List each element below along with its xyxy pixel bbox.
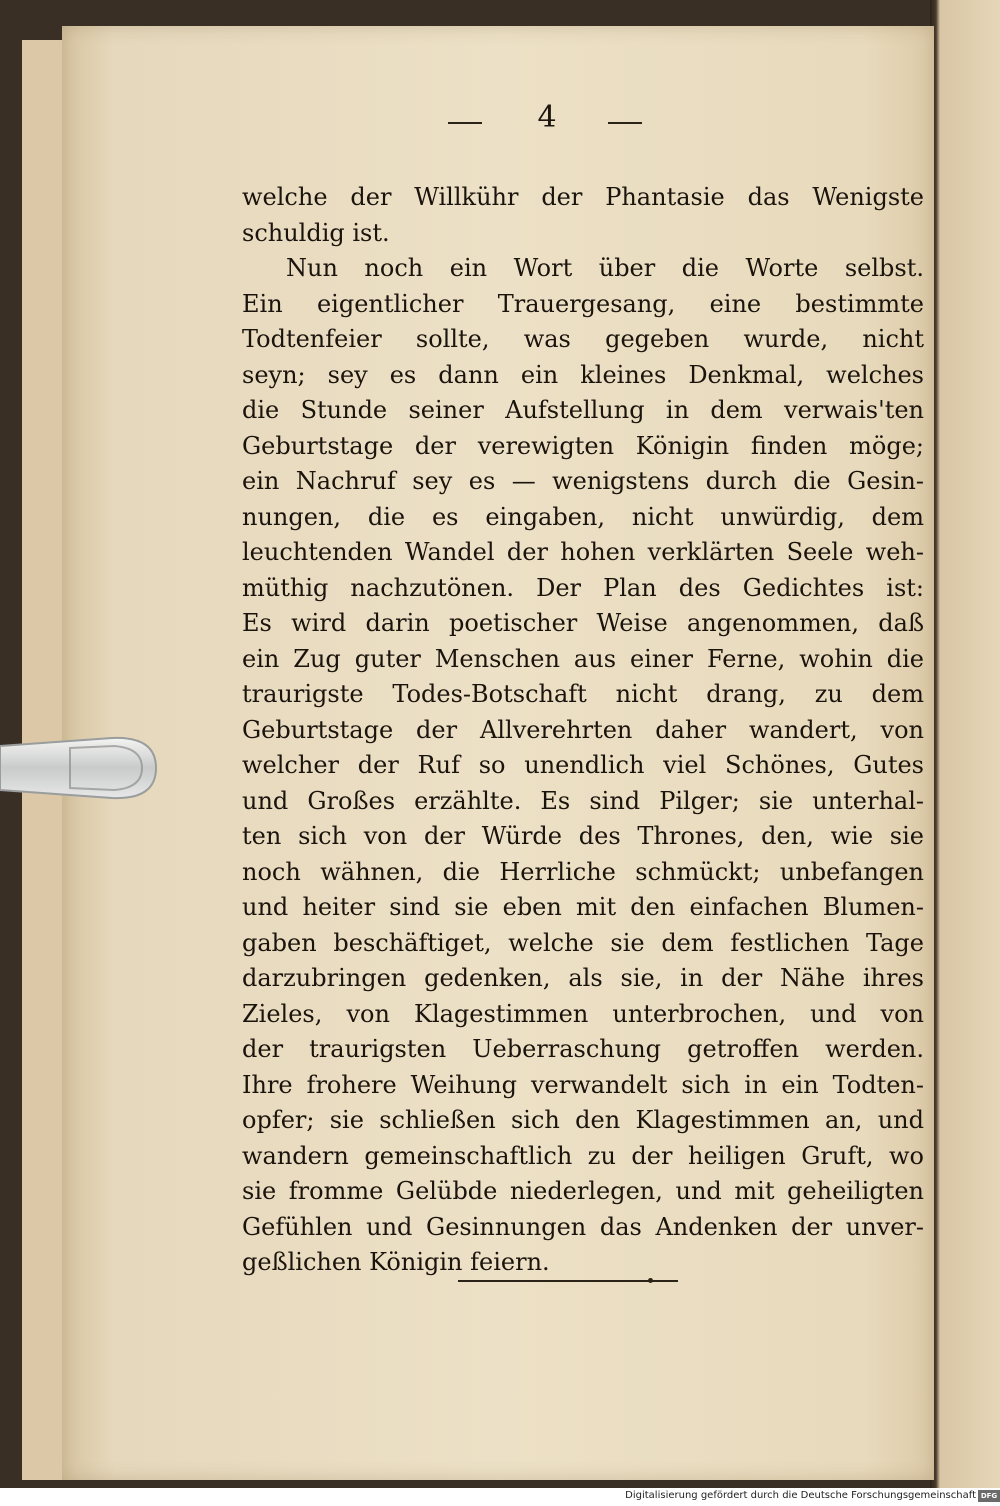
text-line: Es wird darin poetischer Weise angenommen, daß [242,609,924,637]
text-line: geßlichen Königin feiern. [242,1248,550,1276]
text-line: Ihre frohere Weihung verwandelt sich in ein Todten- [242,1070,924,1099]
page-number: 4 [537,100,557,135]
funding-credit: Digitalisierung gefördert durch die Deutsche Forschungsgemeinschaft [625,1490,976,1501]
text-line: wandern gemeinschaftlich zu der heiligen Gruft, wo [242,1141,924,1170]
text-line: ein Nachruf sey es — wenigstens durch die Gesin- [242,467,924,495]
text-line: seyn; sey es dann ein kleines Denkmal, welches [242,360,924,389]
text-line: gaben beschäftiget, welche sie dem festlichen Tage [242,928,924,957]
text-line: welcher der Ruf so unendlich viel Schönes, Gutes [242,751,924,779]
glass-weight-icon [0,728,160,808]
text-line: Ein eigentlicher Trauergesang, eine bestimmte [242,289,924,318]
text-line: nungen, die es eingaben, nicht unwürdig, dem [242,502,924,531]
dfg-logo: DFG [978,1490,1000,1502]
footer-bar [0,1488,1000,1506]
text-line: Todtenfeier sollte, was gegeben wurde, nicht [242,325,924,353]
text-line: Geburtstage der verewigten Königin finden möge; [242,431,924,460]
text-line: welche der Willkühr der Phantasie das Wenigste [242,183,924,211]
end-divider [458,1280,678,1282]
text-line: die Stunde seiner Aufstellung in dem verwais'ten [242,396,924,424]
page-header [62,100,934,150]
text-line: noch wähnen, die Herrliche schmückt; unbefangen [242,857,924,886]
text-line: müthig nachzutönen. Der Plan des Gedichtes ist: [242,573,924,602]
text-line: Gefühlen und Gesinnungen das Andenken der unver- [242,1212,924,1241]
text-line: der traurigsten Ueberraschung getroffen werden. [242,1035,924,1063]
text-line: Nun noch ein Wort über die Worte selbst. [286,254,924,282]
text-line: Zieles, von Klagestimmen unterbrochen, und von [242,999,924,1028]
text-line: darzubringen gedenken, als sie, in der Nähe ihres [242,964,924,992]
text-line: leuchtenden Wandel der hohen verklärten Seele weh- [242,538,924,566]
text-line: und heiter sind sie eben mit den einfachen Blumen- [242,893,924,921]
text-line: und Großes erzählte. Es sind Pilger; sie unterhal- [242,786,924,815]
book-page [62,26,934,1480]
text-line: ein Zug guter Menschen aus einer Ferne, wohin die [242,644,924,673]
text-line: sie fromme Gelübde niederlegen, und mit geheiligten [242,1177,924,1205]
text-line: opfer; sie schließen sich den Klagestimmen an, und [242,1106,924,1134]
header-dash-right [608,122,642,124]
text-line: traurigste Todes-Botschaft nicht drang, zu dem [242,680,924,708]
body-text [242,180,924,1281]
text-line: Geburtstage der Allverehrten daher wandert, von [242,715,924,744]
text-line: schuldig ist. [242,218,390,247]
end-divider-dot [648,1278,653,1283]
header-dash-left [448,122,482,124]
text-line: ten sich von der Würde des Thrones, den, wie sie [242,822,924,850]
right-page-edge [930,0,1000,1488]
